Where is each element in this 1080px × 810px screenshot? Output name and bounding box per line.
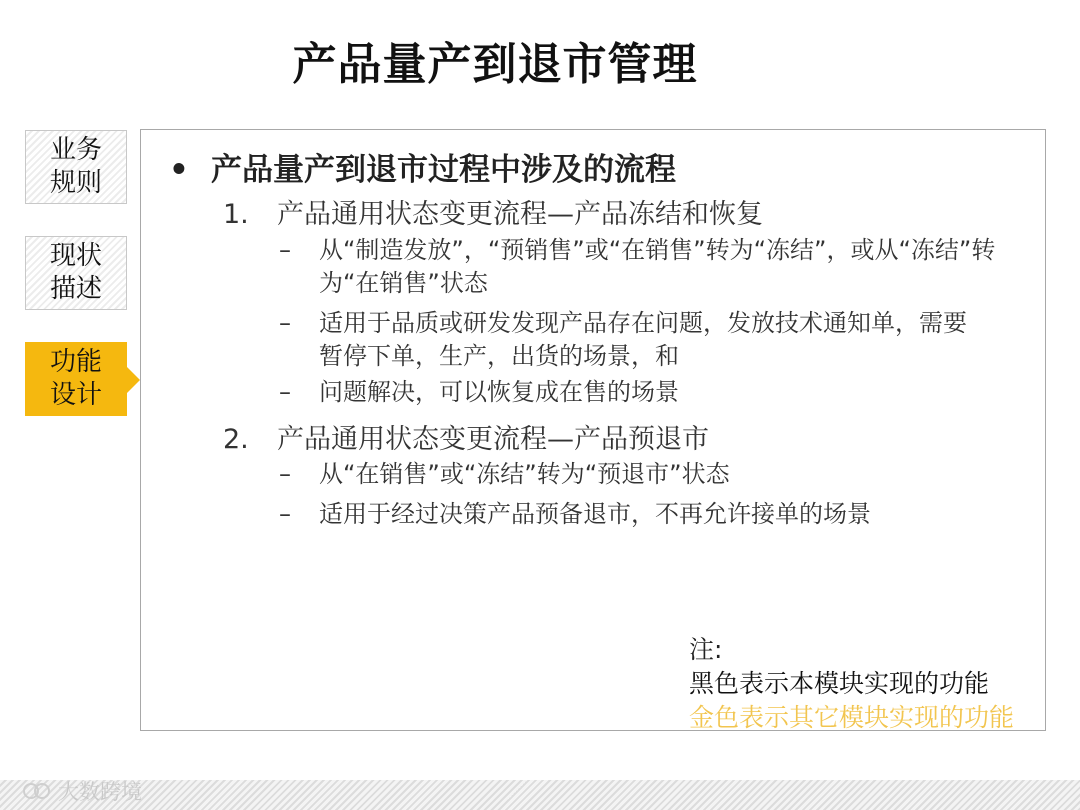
- dash-icon: –: [279, 500, 291, 528]
- tab-label: 设计: [49, 380, 102, 410]
- tab-function-design[interactable]: [25, 342, 127, 416]
- page-title: 产品量产到退市管理: [292, 39, 698, 90]
- tab-label: 规则: [49, 168, 102, 198]
- item-text: 产品通用状态变更流程—产品预退市: [277, 424, 709, 455]
- sub-item-text: 问题解决，可以恢复成在售的场景: [319, 378, 679, 406]
- item-text: 产品通用状态变更流程—产品冻结和恢复: [277, 199, 763, 230]
- legend-note: [689, 633, 1014, 735]
- heading-text: 产品量产到退市过程中涉及的流程: [211, 152, 676, 188]
- tab-current-status[interactable]: [25, 236, 127, 310]
- note-gold-text: 金色表示其它模块实现的功能: [689, 703, 1015, 732]
- content-panel: [140, 129, 1046, 731]
- sub-item: [279, 234, 1019, 300]
- sub-item: [279, 498, 1019, 531]
- list-item: [223, 192, 763, 231]
- dash-icon: –: [279, 309, 291, 337]
- tab-label: 功能: [49, 347, 102, 377]
- sub-item-text: 适用于品质或研发发现产品存在问题，发放技术通知单，需要暂停下单，生产，出货的场景，和: [319, 309, 967, 370]
- item-number: 2.: [223, 424, 249, 455]
- tab-business-rules[interactable]: [25, 130, 127, 204]
- sub-item-text: 适用于经过决策产品预备退市，不再允许接单的场景: [319, 500, 871, 528]
- note-label: 注:: [689, 635, 723, 664]
- sub-item: [279, 307, 979, 373]
- sub-item-text: 从“制造发放”，“预销售”或“在销售”转为“冻结”，或从“冻结”转为“在销售”状态: [319, 236, 996, 297]
- dash-icon: –: [279, 236, 291, 264]
- footer-bar: [0, 780, 1080, 810]
- tab-label: 现状: [49, 241, 102, 271]
- dash-icon: –: [279, 460, 291, 488]
- sub-item: [279, 376, 979, 409]
- tab-label: 描述: [49, 274, 102, 304]
- note-black-text: 黑色表示本模块实现的功能: [689, 669, 990, 698]
- tab-label: 业务: [49, 135, 102, 165]
- bullet-icon: •: [169, 152, 189, 188]
- watermark-text: 大数跨境: [58, 780, 142, 804]
- sub-item-text: 从“在销售”或“冻结”转为“预退市”状态: [319, 460, 730, 488]
- watermark-logo-icon: [22, 780, 52, 802]
- list-item: [223, 417, 709, 456]
- sub-item: [279, 458, 1019, 491]
- watermark: [22, 776, 142, 806]
- item-number: 1.: [223, 199, 249, 230]
- dash-icon: –: [279, 378, 291, 406]
- section-heading: [169, 144, 676, 189]
